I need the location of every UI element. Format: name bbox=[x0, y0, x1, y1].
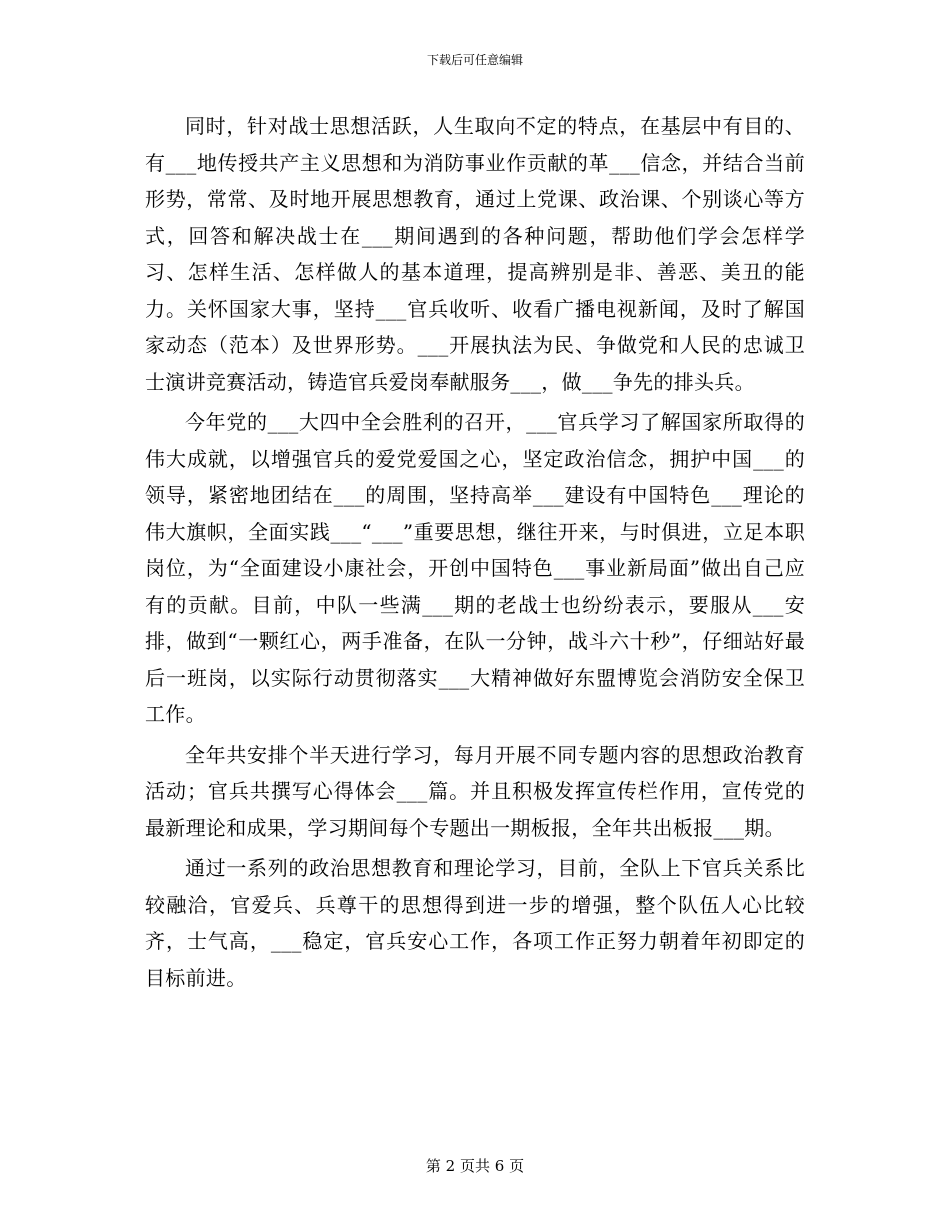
paragraph-3: 全年共安排个半天进行学习，每月开展不同专题内容的思想政治教育活动；官兵共撰写心得体会___篇。并且积极发挥宣传栏作用，宣传党的最新理论和成果，学习期间每个专题出一期板报，全年共出板报___期。 bbox=[145, 742, 805, 840]
paragraph-4: 通过一系列的政治思想教育和理论学习，目前，全队上下官兵关系比较融洽，官爱兵、兵尊干的思想得到进一步的增强，整个队伍人心比较齐，士气高，___稳定，官兵安心工作，各项工作正努力朝着年初即定的目标前进。 bbox=[145, 856, 805, 990]
page-header-note: 下载后可任意编辑 bbox=[426, 53, 523, 67]
document-body bbox=[145, 108, 805, 996]
paragraph-2: 今年党的___大四中全会胜利的召开，___官兵学习了解国家所取得的伟大成就，以增强官兵的爱党爱国之心，坚定政治信念，拥护中国___的领导，紧密地团结在___的周围，坚持高举___建设有中国特色___理论的伟大旗帜，全面实践___“___”重要思想，继往开来，与时俱进，立足本职岗位，为“全面建设小康社会，开创中国特色___事业新局面”做出自己应有的贡献。目前，中队一些满___期的老战士也纷纷表示，要服从___安排，做到“一颗红心，两手准备，在队一分钟，战斗六十秒”，仔细站好最后一班岗，以实际行动贯彻落实___大精神做好东盟博览会消防安全保卫工作。 bbox=[145, 410, 805, 726]
paragraph-1: 同时，针对战士思想活跃，人生取向不定的特点，在基层中有目的、有___地传授共产主义思想和为消防事业作贡献的革___信念，并结合当前形势，常常、及时地开展思想教育，通过上党课、政治课、个别谈心等方式，回答和解决战士在___期间遇到的各种问题，帮助他们学会怎样学习、怎样生活、怎样做人的基本道理，提高辨别是非、善恶、美丑的能力。关怀国家大事，坚持___官兵收听、收看广播电视新闻，及时了解国家动态（范本）及世界形势。___开展执法为民、争做党和人民的忠诚卫士演讲竞赛活动，铸造官兵爱岗奉献服务___，做___争先的排头兵。 bbox=[145, 114, 805, 394]
page-number-footer: 第 2 页共 6 页 bbox=[425, 1157, 525, 1175]
